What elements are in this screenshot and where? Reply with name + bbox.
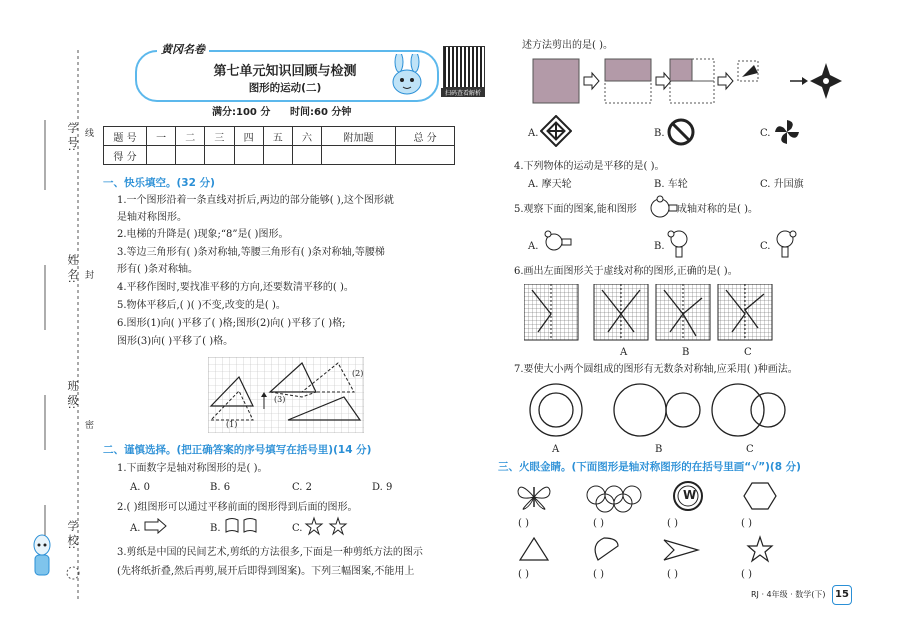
header-cell: 四 xyxy=(234,127,263,146)
question-text: 5.物体平移后,( )( )不变,改变的是( )。 xyxy=(117,300,286,311)
row-label: 得 分 xyxy=(104,146,147,165)
olympic-rings-icon xyxy=(587,486,641,512)
cut-pattern-icon xyxy=(810,63,842,99)
cut-mark: 线 xyxy=(83,128,93,137)
question-text: (先将纸折叠,然后再剪,展开后即得到图案)。下列三幅图案,不能用上 xyxy=(117,566,415,577)
question-text: 5.观察下面的图案,能和图形 xyxy=(514,204,637,215)
figure-label: (2) xyxy=(352,369,364,378)
circles-option-b xyxy=(614,384,700,436)
answer-paren[interactable]: ( ) xyxy=(741,569,752,580)
question-text: 3.剪纸是中国的民间艺术,剪纸的方法很多,下面是一种剪纸方法的图示 xyxy=(117,547,423,558)
score-value-row xyxy=(104,146,455,165)
question-text: 7.要使大小两个圆组成的图形有无数条对称轴,应采用( )种画法。 xyxy=(514,364,798,375)
score-cell[interactable] xyxy=(147,146,176,165)
question-text: 述方法剪出的是( )。 xyxy=(522,40,613,51)
grid-original xyxy=(524,284,578,340)
header-cell: 附加题 xyxy=(322,127,396,146)
page-number: 15 xyxy=(832,585,852,605)
question-text: 4.平移作图时,要找准平移的方向,还要数清平移的( )。 xyxy=(117,282,354,293)
flag-pair-icon xyxy=(224,516,264,536)
score-cell[interactable] xyxy=(322,146,396,165)
option[interactable]: C. xyxy=(292,523,303,534)
brand-logo: 黄冈名卷 xyxy=(157,41,209,57)
grid-label: B xyxy=(682,347,690,358)
option[interactable]: A. 0 xyxy=(130,482,150,493)
question-text: 1.下面数字是轴对称图形的是( )。 xyxy=(117,463,268,474)
hexagon-icon xyxy=(744,483,776,509)
option[interactable]: B. 车轮 xyxy=(654,179,688,190)
grid-option-c xyxy=(718,284,772,340)
answer-paren[interactable]: ( ) xyxy=(741,518,752,529)
score-header-row xyxy=(104,127,455,146)
grid-option-a xyxy=(594,284,648,340)
score-cell[interactable] xyxy=(263,146,292,165)
option[interactable]: A. xyxy=(528,128,539,139)
leaf-shape-icon xyxy=(595,538,618,560)
option[interactable]: B. xyxy=(654,128,665,139)
score-cell[interactable] xyxy=(205,146,234,165)
circles-option-c xyxy=(712,384,785,436)
option[interactable]: B. xyxy=(210,523,221,534)
pinwheel-icon xyxy=(772,117,802,147)
figure-label: (1) xyxy=(226,420,238,429)
circles-option-a xyxy=(530,384,582,436)
question-text: 6.图形(1)向( )平移了( )格;图形(2)向( )平移了( )格; xyxy=(117,318,346,329)
question-text: 形有( )条对称轴。 xyxy=(117,264,198,275)
score-cell[interactable] xyxy=(176,146,205,165)
option[interactable]: C. 升国旗 xyxy=(760,179,804,190)
option[interactable]: B. xyxy=(654,241,665,252)
qr-caption: 扫码查看解析 xyxy=(441,88,485,97)
school-label: 学 校: xyxy=(66,520,79,550)
option[interactable]: A. xyxy=(528,241,539,252)
score-cell[interactable] xyxy=(292,146,321,165)
option[interactable]: C. xyxy=(760,128,771,139)
option[interactable]: C. 2 xyxy=(292,482,313,493)
shapes-row-2 xyxy=(514,534,814,566)
prohibition-sign-icon xyxy=(666,117,696,147)
rabbit-mascot-icon xyxy=(383,54,433,98)
cut-mark: 密 xyxy=(83,420,93,429)
triangle-icon xyxy=(520,538,548,560)
answer-paren[interactable]: ( ) xyxy=(667,518,678,529)
answer-paren[interactable]: ( ) xyxy=(667,569,678,580)
question-text: 2.( )组图形可以通过平移前面的图形得到后面的图形。 xyxy=(117,502,358,513)
grid-label: C xyxy=(744,347,752,358)
question-text: 2.电梯的升降是( )现象;“8”是( )图形。 xyxy=(117,229,289,240)
cut-line xyxy=(0,0,100,624)
page-title: 第七单元知识回顾与检测 xyxy=(213,64,357,79)
student-no-label: 学 号: xyxy=(66,122,79,152)
badge-letter: W xyxy=(683,488,697,502)
option[interactable]: A. xyxy=(130,523,141,534)
answer-paren[interactable]: ( ) xyxy=(518,569,529,580)
grid-label: A xyxy=(620,347,628,358)
star-icon xyxy=(748,537,772,561)
question-text: 1.一个图形沿着一条直线对折后,两边的部分能够( ),这个图形就 xyxy=(117,195,394,206)
circle-label: C xyxy=(746,444,754,455)
question-text: 3.等边三角形有( )条对称轴,等腰三角形有( )条对称轴,等腰梯 xyxy=(117,247,385,258)
knot-pattern-icon xyxy=(540,115,572,147)
answer-paren[interactable]: ( ) xyxy=(518,518,529,529)
option[interactable]: A. 摩天轮 xyxy=(528,179,572,190)
binding-strip xyxy=(0,0,100,624)
grid-option-b xyxy=(656,284,710,340)
footer-text: RJ · 4年级 · 数学(下) xyxy=(751,590,826,599)
header-cell: 总 分 xyxy=(396,127,455,146)
question-text: 4.下列物体的运动是平移的是( )。 xyxy=(514,161,665,172)
section-2-title: 二、谨慎选择。(把正确答案的序号填写在括号里)(14 分) xyxy=(103,444,372,456)
score-table xyxy=(103,126,455,165)
paper-cutting-diagram xyxy=(532,57,852,109)
header-cell: 二 xyxy=(176,127,205,146)
figure-label: (3) xyxy=(274,395,286,404)
qr-code[interactable] xyxy=(443,46,485,88)
header-cell: 五 xyxy=(263,127,292,146)
section-1-title: 一、快乐填空。(32 分) xyxy=(103,177,215,189)
circle-label: B xyxy=(655,444,663,455)
section-3-title: 三、火眼金睛。(下面图形是轴对称图形的在括号里画“√”)(8 分) xyxy=(498,461,801,473)
time-limit: 时间:60 分钟 xyxy=(290,107,352,118)
star-pair-icon xyxy=(304,516,352,536)
option[interactable]: D. 9 xyxy=(372,482,393,493)
header-cell: 题 号 xyxy=(104,127,147,146)
shapes-row-1 xyxy=(514,481,814,513)
question-text: 图形(3)向( )平移了( )格。 xyxy=(117,336,234,347)
cut-mark: 封 xyxy=(83,270,93,279)
name-label: 姓 名: xyxy=(66,254,79,284)
header xyxy=(135,43,440,102)
mascot-icon xyxy=(34,535,50,575)
lollipop-option-c-icon xyxy=(772,228,798,260)
class-label: 班 级: xyxy=(66,380,79,410)
option[interactable]: B. 6 xyxy=(210,482,231,493)
butterfly-icon xyxy=(518,487,550,509)
lollipop-option-a-icon xyxy=(542,228,574,254)
question-text: 成轴对称的是( )。 xyxy=(677,204,758,215)
lollipop-shape-icon xyxy=(648,194,678,226)
score-cell[interactable] xyxy=(396,146,455,165)
arrow-pair-icon xyxy=(144,518,168,534)
symmetry-grids xyxy=(524,284,844,344)
header-cell: 三 xyxy=(205,127,234,146)
translation-grid-figure xyxy=(208,357,364,433)
full-score: 满分:100 分 xyxy=(212,107,271,118)
answer-paren[interactable]: ( ) xyxy=(593,569,604,580)
lollipop-option-b-icon xyxy=(666,228,692,260)
question-text: 是轴对称图形。 xyxy=(117,212,187,223)
circle-options xyxy=(520,380,850,442)
answer-paren[interactable]: ( ) xyxy=(593,518,604,529)
option[interactable]: C. xyxy=(760,241,771,252)
page-subtitle: 图形的运动(二) xyxy=(248,82,322,94)
header-cell: 六 xyxy=(292,127,321,146)
circle-label: A xyxy=(552,444,560,455)
score-cell[interactable] xyxy=(234,146,263,165)
question-text: 6.画出左面图形关于虚线对称的图形,正确的是( )。 xyxy=(514,266,738,277)
header-cell: 一 xyxy=(147,127,176,146)
arrowhead-icon xyxy=(664,540,698,560)
